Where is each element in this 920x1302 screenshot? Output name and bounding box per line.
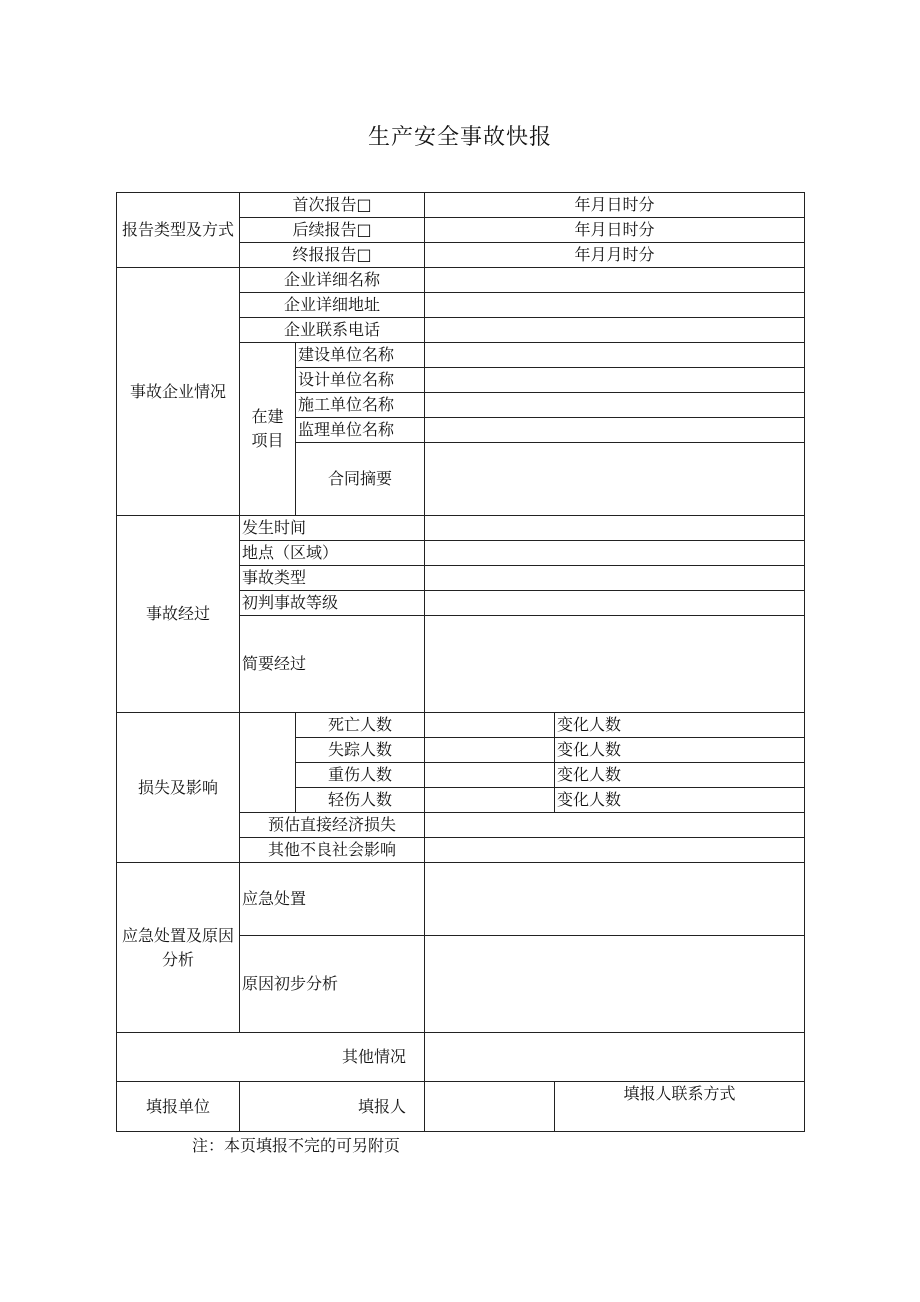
first-report-label: 首次报告 — [292, 195, 357, 215]
other-field[interactable] — [425, 1033, 805, 1082]
reporter-contact-label: 填报人联系方式 — [555, 1082, 805, 1132]
summary-field[interactable] — [425, 616, 805, 713]
enterprise-name-field[interactable] — [425, 268, 805, 293]
final-report-checkbox[interactable]: □ — [356, 245, 372, 265]
supervision-unit-field[interactable] — [425, 418, 805, 443]
enterprise-address-label: 企业详细地址 — [240, 293, 425, 318]
economic-loss-field[interactable] — [425, 813, 805, 838]
design-unit-field[interactable] — [425, 368, 805, 393]
enterprise-address-field[interactable] — [425, 293, 805, 318]
other-label: 其他情况 — [117, 1033, 425, 1082]
response-field[interactable] — [425, 863, 805, 936]
reporter-field[interactable] — [425, 1082, 555, 1132]
serious-injury-field[interactable] — [425, 763, 555, 788]
supervision-unit-label: 监理单位名称 — [296, 418, 425, 443]
occur-time-field[interactable] — [425, 516, 805, 541]
reporting-unit-label: 填报单位 — [117, 1082, 240, 1132]
death-change-label: 变化人数 — [555, 713, 805, 738]
process-label: 事故经过 — [117, 516, 240, 713]
accident-report-form — [116, 192, 805, 1132]
location-field[interactable] — [425, 541, 805, 566]
accident-type-field[interactable] — [425, 566, 805, 591]
response-label: 应急处置 — [240, 863, 425, 936]
accident-type-label: 事故类型 — [240, 566, 425, 591]
project-label: 在建项目 — [240, 343, 296, 516]
construction-unit-label: 建设单位名称 — [296, 343, 425, 368]
location-label: 地点（区域） — [240, 541, 425, 566]
minor-injury-label: 轻伤人数 — [296, 788, 425, 813]
construction-unit-field[interactable] — [425, 343, 805, 368]
casualty-blank-cell — [240, 713, 296, 813]
cause-label: 原因初步分析 — [240, 936, 425, 1033]
missing-change-label: 变化人数 — [555, 738, 805, 763]
first-report-time: 年月日时分 — [425, 193, 805, 218]
summary-label: 简要经过 — [240, 616, 425, 713]
missing-count-field[interactable] — [425, 738, 555, 763]
serious-change-label: 变化人数 — [555, 763, 805, 788]
death-count-label: 死亡人数 — [296, 713, 425, 738]
final-report-cell[interactable] — [240, 243, 425, 268]
build-unit-field[interactable] — [425, 393, 805, 418]
enterprise-label: 事故企业情况 — [117, 268, 240, 516]
enterprise-phone-label: 企业联系电话 — [240, 318, 425, 343]
followup-report-cell[interactable] — [240, 218, 425, 243]
emergency-label: 应急处置及原因分析 — [117, 863, 240, 1033]
final-report-label: 终报报告 — [292, 245, 357, 265]
death-count-field[interactable] — [425, 713, 555, 738]
footnote: 注：本页填报不完的可另附页 — [192, 1136, 401, 1155]
report-type-label: 报告类型及方式 — [117, 193, 240, 268]
first-report-cell[interactable] — [240, 193, 425, 218]
followup-report-time: 年月日时分 — [425, 218, 805, 243]
missing-count-label: 失踪人数 — [296, 738, 425, 763]
design-unit-label: 设计单位名称 — [296, 368, 425, 393]
serious-injury-label: 重伤人数 — [296, 763, 425, 788]
minor-injury-field[interactable] — [425, 788, 555, 813]
first-report-checkbox[interactable]: □ — [356, 195, 372, 215]
occur-time-label: 发生时间 — [240, 516, 425, 541]
cause-field[interactable] — [425, 936, 805, 1033]
build-unit-label: 施工单位名称 — [296, 393, 425, 418]
reporter-label: 填报人 — [240, 1082, 425, 1132]
enterprise-phone-field[interactable] — [425, 318, 805, 343]
economic-loss-label: 预估直接经济损失 — [240, 813, 425, 838]
followup-report-checkbox[interactable]: □ — [356, 220, 372, 240]
contract-summary-label: 合同摘要 — [296, 443, 425, 516]
enterprise-name-label: 企业详细名称 — [240, 268, 425, 293]
accident-level-label: 初判事故等级 — [240, 591, 425, 616]
final-report-time: 年月月时分 — [425, 243, 805, 268]
accident-level-field[interactable] — [425, 591, 805, 616]
page-title: 生产安全事故快报 — [367, 125, 552, 150]
minor-change-label: 变化人数 — [555, 788, 805, 813]
loss-label: 损失及影响 — [117, 713, 240, 863]
contract-summary-field[interactable] — [425, 443, 805, 516]
social-impact-label: 其他不良社会影响 — [240, 838, 425, 863]
followup-report-label: 后续报告 — [292, 220, 357, 240]
social-impact-field[interactable] — [425, 838, 805, 863]
